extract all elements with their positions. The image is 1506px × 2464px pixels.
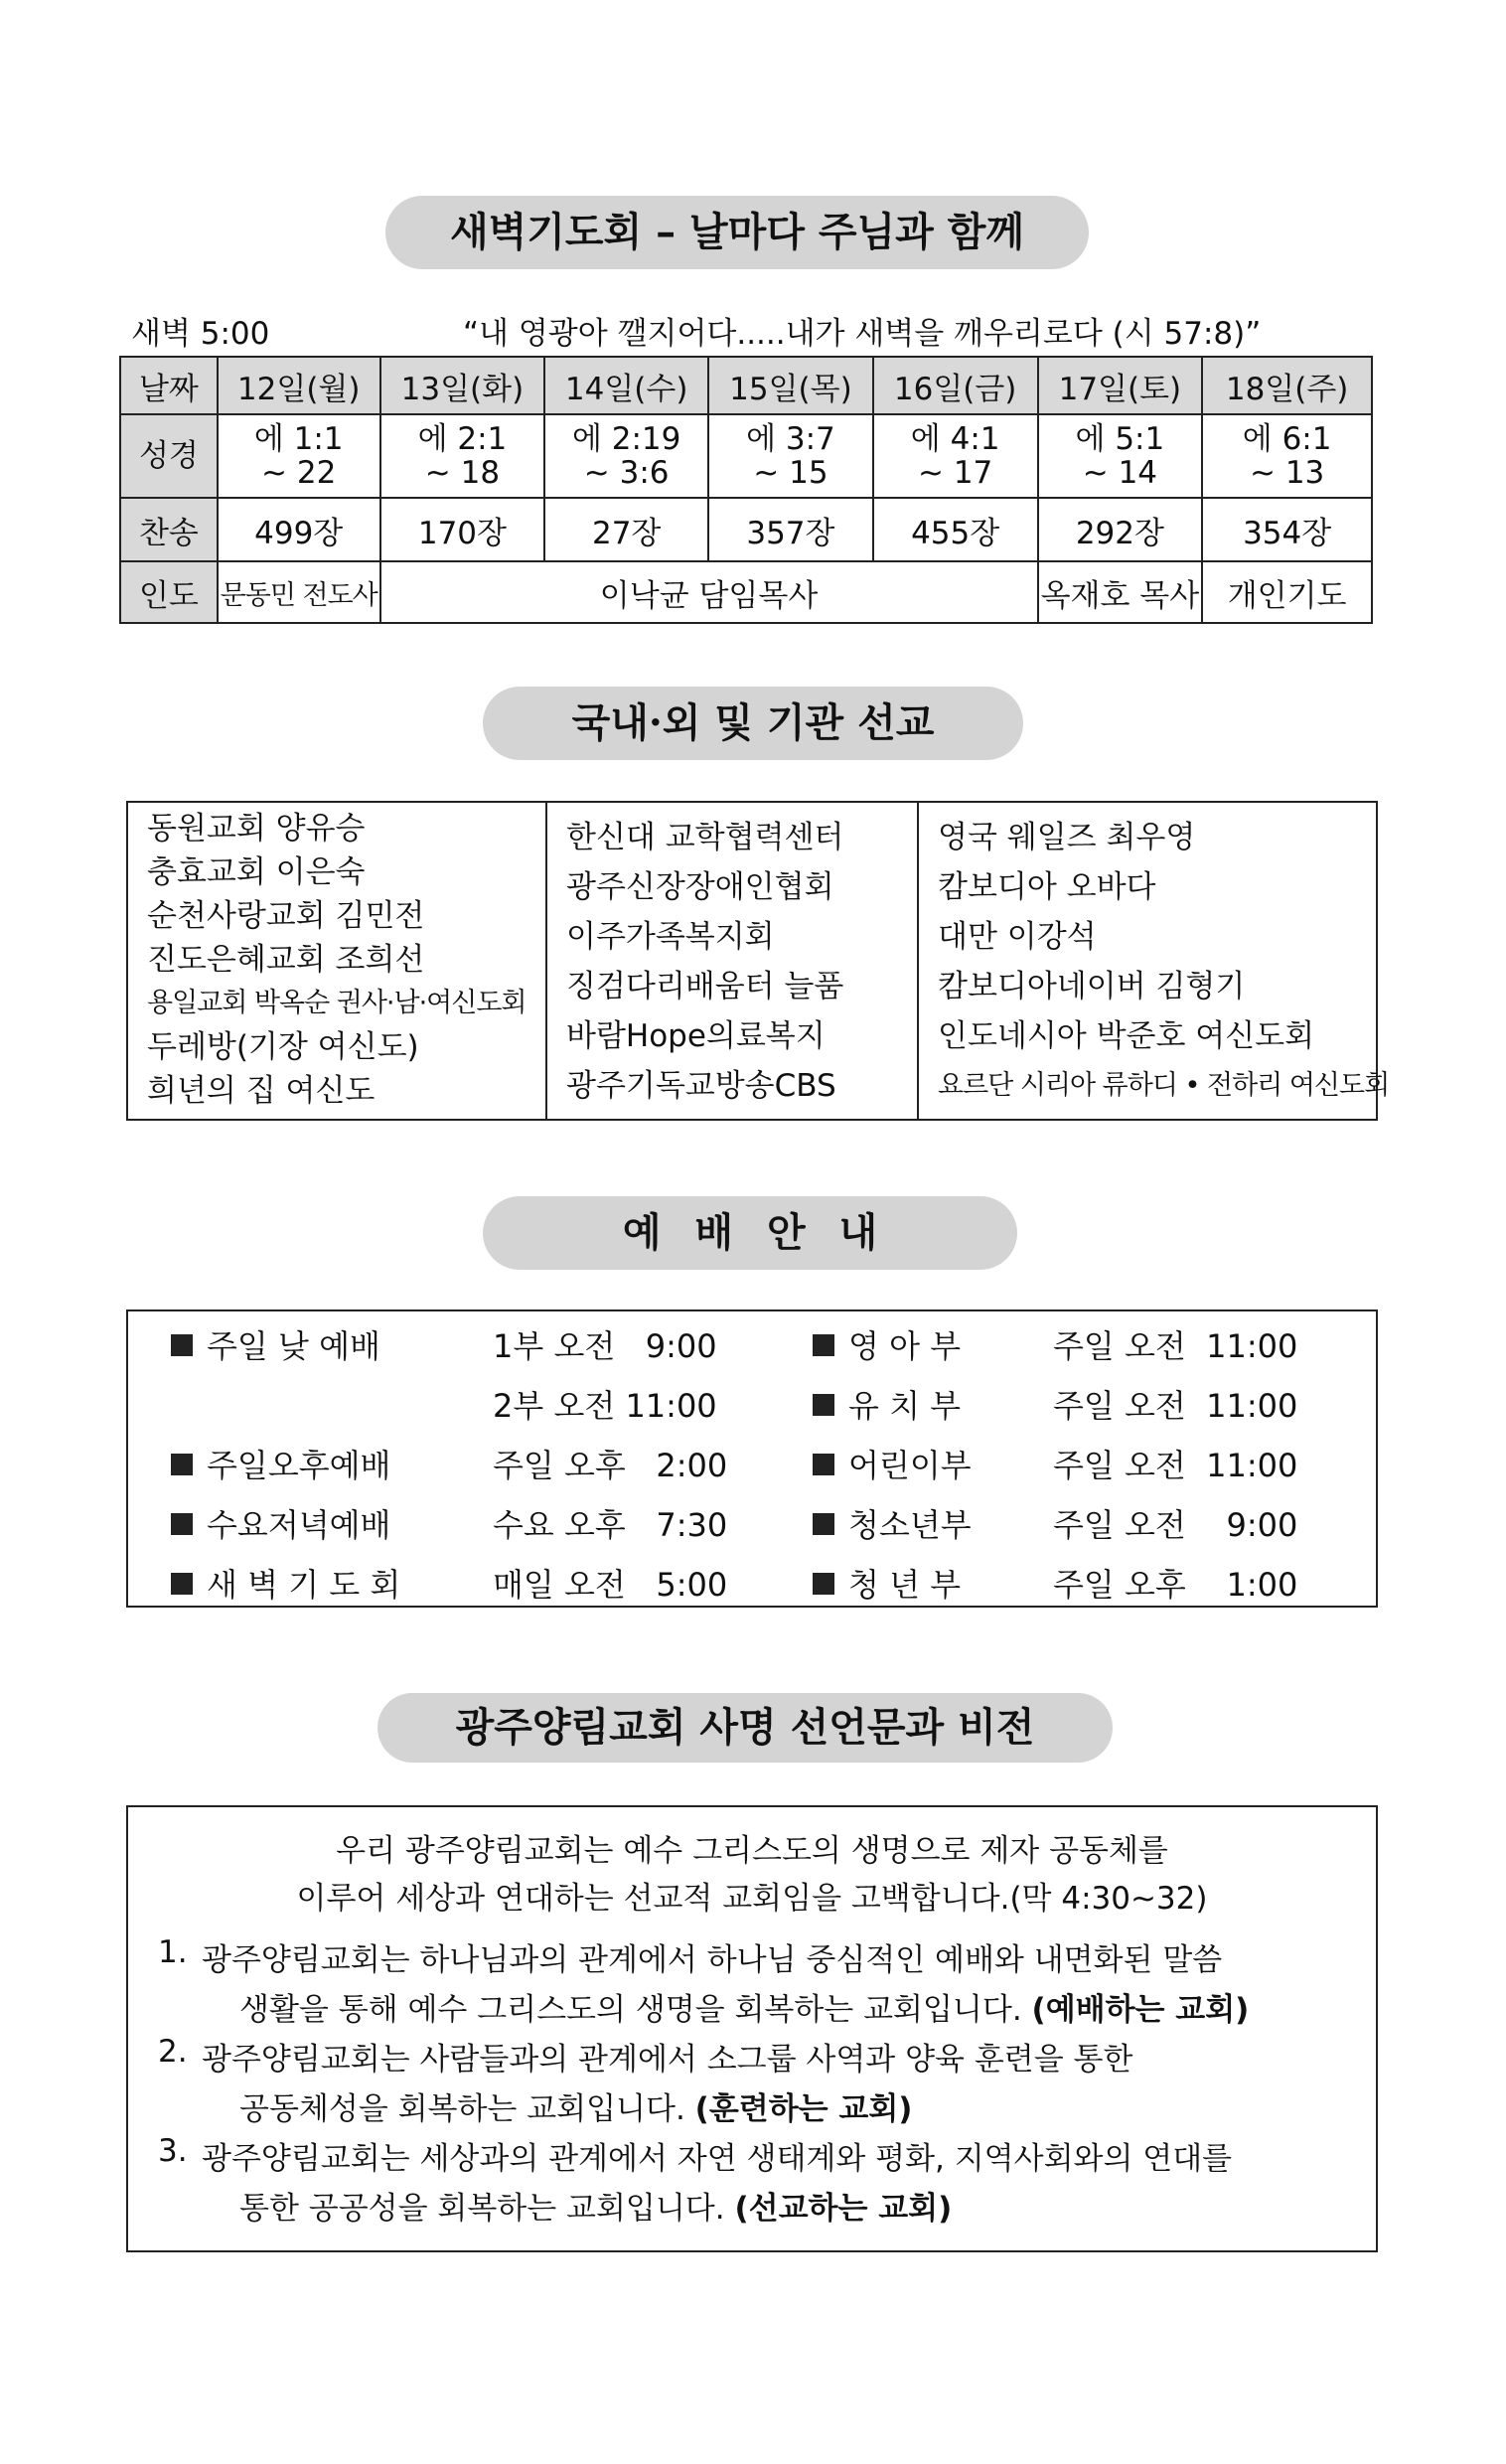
square-bullet-icon <box>171 1513 193 1535</box>
missions-divider <box>545 803 547 1119</box>
worship-title: 예 배 안 내 <box>483 1196 1017 1270</box>
service-row <box>171 1500 390 1546</box>
day-cell: 15일(목) <box>708 357 873 414</box>
service-row <box>813 1381 961 1427</box>
scripture-cell: 에 3:7 ~ 15 <box>708 414 873 498</box>
day-cell: 12일(월) <box>218 357 380 414</box>
missions-title: 국내·외 및 기관 선교 <box>483 687 1023 760</box>
leader-cell: 옥재호 목사 <box>1038 561 1203 623</box>
list-item: 요르단 시리아 류하디 • 전하리 여신도회 <box>938 1070 1390 1101</box>
scripture-cell: 에 6:1 ~ 13 <box>1202 414 1372 498</box>
scripture-cell: 에 2:19 ~ 3:6 <box>544 414 708 498</box>
mission-statement-title: 광주양림교회 사명 선언문과 비전 <box>377 1693 1113 1763</box>
list-item: 한신대 교학협력센터 <box>566 820 844 855</box>
square-bullet-icon <box>171 1454 193 1475</box>
list-item: 이주가족복지회 <box>566 919 775 955</box>
list-item: 징검다리배움터 늘품 <box>566 969 844 1004</box>
hymn-cell: 292장 <box>1038 498 1203 561</box>
mission-item-tag: (선교하는 교회) <box>734 2191 953 2227</box>
dawn-schedule-table <box>119 356 1373 624</box>
mission-item-line: 광주양림교회는 하나님과의 관계에서 하나님 중심적인 예배와 내면화된 말씀 <box>202 1942 1223 1978</box>
day-cell: 17일(토) <box>1038 357 1203 414</box>
list-item: 희년의 집 여신도 <box>147 1073 376 1109</box>
missions-column-overseas <box>938 813 1389 1111</box>
list-item: 용일교회 박옥순 권사·남·여신도회 <box>147 988 527 1018</box>
square-bullet-icon <box>813 1334 834 1356</box>
mission-item-number: 1. <box>158 1934 188 1970</box>
scripture-cell: 에 5:1 ~ 14 <box>1038 414 1203 498</box>
list-item: 두레방(기장 여신도) <box>147 1029 419 1065</box>
service-name: 청 년 부 <box>848 1566 962 1604</box>
service-row <box>813 1321 961 1367</box>
hymn-cell: 27장 <box>544 498 708 561</box>
service-row <box>813 1441 972 1486</box>
service-time: 1부 오전 9:00 <box>493 1327 717 1365</box>
service-row <box>813 1500 972 1546</box>
missions-column-institutions <box>566 813 843 1111</box>
hymn-cell: 499장 <box>218 498 380 561</box>
list-item: 바람Hope의료복지 <box>566 1018 826 1054</box>
mission-item-number: 2. <box>158 2034 188 2070</box>
leader-cell: 개인기도 <box>1202 561 1372 623</box>
mission-item-tag: (훈련하는 교회) <box>694 2091 913 2127</box>
row-label-hymn: 찬송 <box>120 498 218 561</box>
list-item: 충효교회 이은숙 <box>147 854 366 890</box>
hymn-cell: 354장 <box>1202 498 1372 561</box>
list-item: 순천사랑교회 김민전 <box>147 898 425 934</box>
mission-item-line: 광주양림교회는 사람들과의 관계에서 소그룹 사역과 양육 훈련을 통한 <box>202 2042 1133 2078</box>
missions-column-churches <box>147 807 526 1113</box>
list-item: 캄보디아네이버 김형기 <box>938 969 1246 1004</box>
service-name: 주일오후예배 <box>207 1447 391 1484</box>
hymn-cell: 455장 <box>873 498 1038 561</box>
service-name: 영 아 부 <box>848 1327 962 1365</box>
row-label-date: 날짜 <box>120 357 218 414</box>
scripture-cell: 에 2:1 ~ 18 <box>380 414 545 498</box>
mission-intro: 우리 광주양림교회는 예수 그리스도의 생명으로 제자 공동체를 <box>336 1833 1168 1869</box>
service-name: 어린이부 <box>848 1447 972 1484</box>
mission-statement-box <box>126 1805 1378 2252</box>
service-name: 주일 낮 예배 <box>207 1327 380 1365</box>
hymn-cell: 357장 <box>708 498 873 561</box>
dawn-time: 새벽 5:00 <box>131 316 270 352</box>
scripture-cell: 에 4:1 ~ 17 <box>873 414 1038 498</box>
missions-divider <box>917 803 919 1119</box>
mission-item-line: 광주양림교회는 세상과의 관계에서 자연 생태계와 평화, 지역사회와의 연대를 <box>202 2141 1233 2177</box>
square-bullet-icon <box>813 1573 834 1595</box>
service-row <box>813 1560 961 1606</box>
square-bullet-icon <box>171 1573 193 1595</box>
service-time: 주일 오전 11:00 <box>1053 1387 1298 1425</box>
mission-intro: 이루어 세상과 연대하는 선교적 교회임을 고백합니다.(막 4:30~32) <box>296 1881 1208 1917</box>
square-bullet-icon <box>813 1454 834 1475</box>
service-time: 주일 오전 11:00 <box>1053 1327 1298 1365</box>
list-item: 광주신장장애인협회 <box>566 869 834 905</box>
service-name: 새 벽 기 도 회 <box>207 1566 401 1604</box>
service-time: 주일 오후 1:00 <box>1053 1566 1298 1604</box>
service-name: 청소년부 <box>848 1506 972 1544</box>
dawn-prayer-title: 새벽기도회 – 날마다 주님과 함께 <box>385 196 1089 269</box>
hymn-cell: 170장 <box>380 498 545 561</box>
service-time: 주일 오후 2:00 <box>493 1447 728 1484</box>
day-cell: 14일(수) <box>544 357 708 414</box>
mission-item-tag: (예배하는 교회) <box>1031 1992 1250 2028</box>
square-bullet-icon <box>813 1394 834 1416</box>
list-item: 진도은혜교회 조희선 <box>147 942 425 978</box>
service-time: 수요 오후 7:30 <box>493 1506 728 1544</box>
day-cell: 13일(화) <box>380 357 545 414</box>
mission-item-line: 공동체성을 회복하는 교회입니다. (훈련하는 교회) <box>239 2091 913 2127</box>
service-row <box>171 1441 390 1486</box>
square-bullet-icon <box>171 1334 193 1356</box>
leader-cell: 이낙균 담임목사 <box>380 561 1038 623</box>
service-time: 매일 오전 5:00 <box>493 1566 728 1604</box>
list-item: 동원교회 양유승 <box>147 811 366 847</box>
service-time: 2부 오전 11:00 <box>493 1387 717 1425</box>
scripture-cell: 에 1:1 ~ 22 <box>218 414 380 498</box>
service-name: 수요저녁예배 <box>207 1506 391 1544</box>
service-time: 주일 오전 9:00 <box>1053 1506 1298 1544</box>
mission-item-line: 통한 공공성을 회복하는 교회입니다. (선교하는 교회) <box>239 2191 953 2227</box>
list-item: 캄보디아 오바다 <box>938 869 1156 905</box>
day-cell: 16일(금) <box>873 357 1038 414</box>
service-row <box>171 1560 400 1606</box>
mission-item-line: 생활을 통해 예수 그리스도의 생명을 회복하는 교회입니다. (예배하는 교회) <box>239 1992 1250 2028</box>
service-name: 유 치 부 <box>848 1387 962 1425</box>
mission-item-number: 3. <box>158 2133 188 2169</box>
list-item: 광주기독교방송CBS <box>566 1068 836 1104</box>
list-item: 영국 웨일즈 최우영 <box>938 820 1196 855</box>
row-label-leader: 인도 <box>120 561 218 623</box>
square-bullet-icon <box>813 1513 834 1535</box>
row-label-scripture: 성경 <box>120 414 218 498</box>
list-item: 인도네시아 박준호 여신도회 <box>938 1018 1315 1054</box>
service-row <box>171 1321 380 1367</box>
leader-cell: 문동민 전도사 <box>218 561 380 623</box>
dawn-verse: “내 영광아 깰지어다.....내가 새벽을 깨우리로다 (시 57:8)” <box>463 316 1262 352</box>
day-cell: 18일(주) <box>1202 357 1372 414</box>
service-time: 주일 오전 11:00 <box>1053 1447 1298 1484</box>
list-item: 대만 이강석 <box>938 919 1097 955</box>
